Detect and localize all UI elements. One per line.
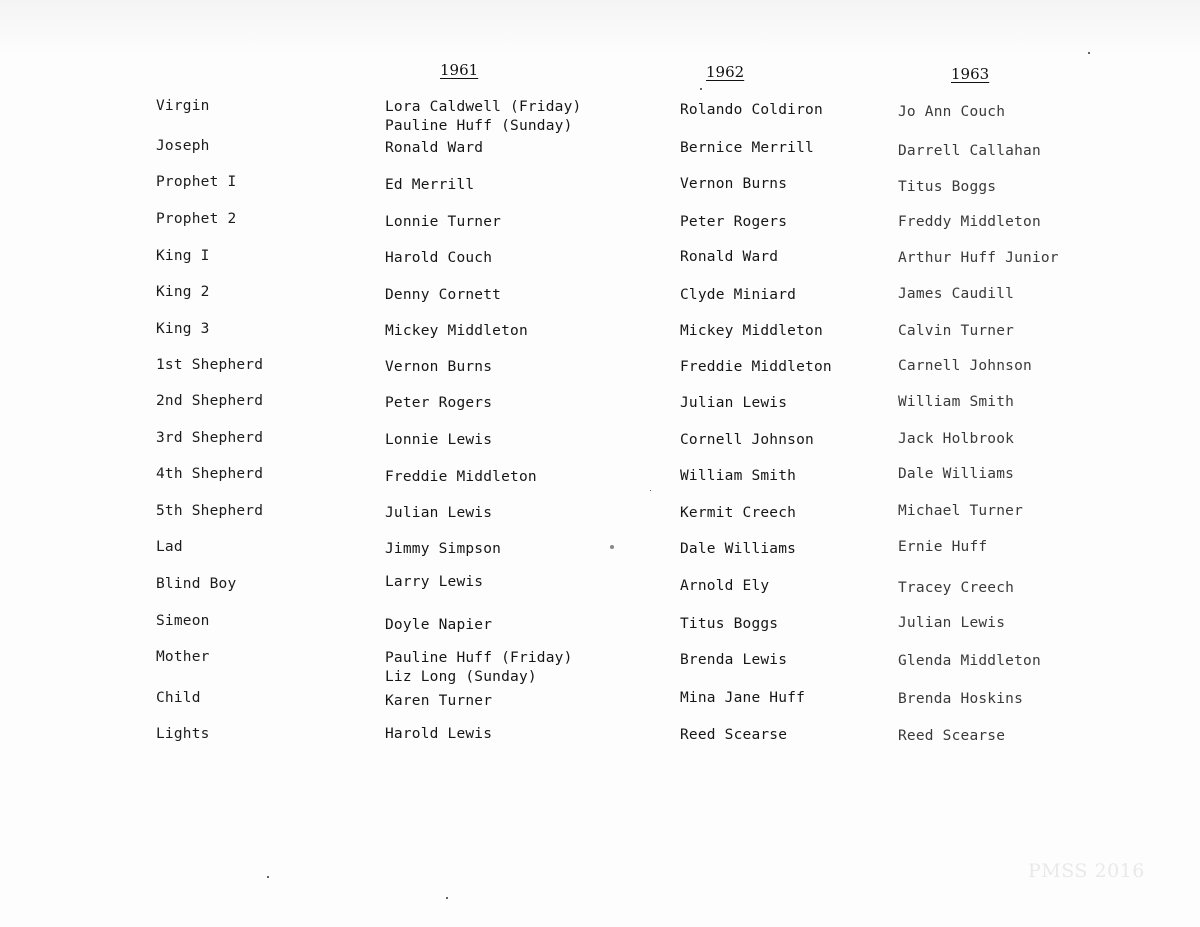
role-label: Blind Boy: [156, 576, 237, 592]
cast-1962: Mickey Middleton: [680, 323, 823, 339]
cast-name: Lonnie Turner: [385, 214, 502, 230]
scan-speck: [700, 88, 702, 90]
cast-1962: Reed Scearse: [680, 727, 788, 743]
table-row: [0, 137, 1200, 171]
cast-1962: Titus Boggs: [680, 616, 779, 632]
table-row: [0, 356, 1200, 390]
cast-name: Harold Couch: [385, 250, 493, 266]
year-heading-1962: 1962: [706, 63, 745, 81]
cast-1963: Glenda Middleton: [898, 653, 1041, 669]
table-row: [0, 173, 1200, 207]
role-label: Joseph: [156, 138, 210, 154]
cast-1962: Kermit Creech: [680, 505, 797, 521]
cast-1962: William Smith: [680, 468, 797, 484]
table-row: [0, 538, 1200, 572]
role-label: Lad: [156, 539, 183, 555]
cast-name: Julian Lewis: [385, 505, 493, 521]
cast-name: Lonnie Lewis: [385, 432, 493, 448]
cast-1962: Mina Jane Huff: [680, 690, 806, 706]
role-label: 1st Shepherd: [156, 357, 264, 373]
cast-1961: [385, 616, 492, 635]
cast-name: Lora Caldwell (Friday): [385, 99, 582, 115]
cast-1963: Dale Williams: [898, 466, 1015, 482]
table-row: [0, 97, 1200, 134]
role-label: King I: [156, 248, 210, 264]
cast-1963: Titus Boggs: [898, 179, 997, 195]
cast-1963: Darrell Callahan: [898, 143, 1041, 159]
cast-1961: [385, 176, 474, 195]
cast-1962: Freddie Middleton: [680, 359, 832, 375]
table-row: [0, 429, 1200, 463]
scan-speck: [650, 490, 651, 491]
role-label: 4th Shepherd: [156, 466, 264, 482]
cast-name: Karen Turner: [385, 693, 493, 709]
cast-1963: Jo Ann Couch: [898, 104, 1006, 120]
cast-name: Mickey Middleton: [385, 323, 528, 339]
cast-1962: Arnold Ely: [680, 578, 770, 594]
role-label: 5th Shepherd: [156, 503, 264, 519]
scan-speck: [267, 876, 269, 878]
table-row: [0, 247, 1200, 281]
cast-1963: William Smith: [898, 394, 1015, 410]
cast-1961: [385, 394, 492, 413]
cast-1963: Arthur Huff Junior: [898, 250, 1059, 266]
table-row: [0, 648, 1200, 685]
cast-1963: Brenda Hoskins: [898, 691, 1024, 707]
cast-name: Jimmy Simpson: [385, 541, 502, 557]
cast-1963: Ernie Huff: [898, 539, 988, 555]
cast-name: Harold Lewis: [385, 726, 493, 742]
role-label: Child: [156, 690, 201, 706]
table-row: [0, 725, 1200, 759]
cast-1963: Michael Turner: [898, 503, 1024, 519]
role-label: Prophet I: [156, 174, 237, 190]
cast-1963: Reed Scearse: [898, 728, 1006, 744]
cast-1961: [385, 98, 581, 136]
year-heading-1961: 1961: [440, 61, 479, 79]
cast-name: Vernon Burns: [385, 359, 493, 375]
cast-1962: Peter Rogers: [680, 214, 788, 230]
cast-1961: [385, 286, 501, 305]
cast-1962: Rolando Coldiron: [680, 102, 823, 118]
table-row: [0, 612, 1200, 646]
cast-1962: Clyde Miniard: [680, 287, 797, 303]
role-label: King 2: [156, 284, 210, 300]
cast-1963: Jack Holbrook: [898, 431, 1015, 447]
cast-1961: [385, 213, 501, 232]
cast-1961: [385, 322, 528, 341]
cast-1962: Vernon Burns: [680, 176, 788, 192]
cast-1962: Bernice Merrill: [680, 140, 814, 156]
cast-name: Larry Lewis: [385, 574, 484, 590]
table-row: [0, 320, 1200, 354]
role-label: Simeon: [156, 613, 210, 629]
cast-name: Ed Merrill: [385, 177, 475, 193]
table-row: [0, 465, 1200, 499]
role-label: Mother: [156, 649, 210, 665]
cast-1963: Julian Lewis: [898, 615, 1006, 631]
cast-1963: James Caudill: [898, 286, 1015, 302]
cast-1962: Julian Lewis: [680, 395, 788, 411]
year-heading-1963: 1963: [951, 65, 990, 83]
role-label: King 3: [156, 321, 210, 337]
scan-shading: [0, 0, 1200, 55]
cast-1961: [385, 540, 501, 559]
cast-1961: [385, 358, 492, 377]
cast-name: Liz Long (Sunday): [385, 669, 537, 685]
role-label: Lights: [156, 726, 210, 742]
table-row: [0, 502, 1200, 536]
cast-1962: Brenda Lewis: [680, 652, 788, 668]
cast-1961: [385, 504, 492, 523]
table-row: [0, 575, 1200, 609]
cast-1963: Freddy Middleton: [898, 214, 1041, 230]
watermark: PMSS 2016: [1028, 860, 1145, 882]
cast-name: Denny Cornett: [385, 287, 502, 303]
cast-1962: Cornell Johnson: [680, 432, 814, 448]
cast-1961: [385, 573, 483, 592]
cast-1961: [385, 649, 573, 687]
cast-1963: Tracey Creech: [898, 580, 1015, 596]
cast-name: Ronald Ward: [385, 140, 484, 156]
cast-name: Freddie Middleton: [385, 469, 537, 485]
scan-speck: [610, 545, 614, 549]
cast-1963: Carnell Johnson: [898, 358, 1032, 374]
cast-1962: Ronald Ward: [680, 249, 779, 265]
scan-speck: [446, 897, 448, 899]
table-row: [0, 283, 1200, 317]
role-label: 3rd Shepherd: [156, 430, 264, 446]
cast-1963: Calvin Turner: [898, 323, 1015, 339]
cast-name: Doyle Napier: [385, 617, 493, 633]
cast-name: Pauline Huff (Friday): [385, 650, 573, 666]
table-row: [0, 392, 1200, 426]
cast-name: Pauline Huff (Sunday): [385, 118, 573, 134]
cast-1961: [385, 692, 492, 711]
cast-1961: [385, 725, 492, 744]
cast-1961: [385, 249, 492, 268]
role-label: Virgin: [156, 98, 210, 114]
cast-1961: [385, 468, 537, 487]
cast-1961: [385, 139, 483, 158]
role-label: Prophet 2: [156, 211, 237, 227]
role-label: 2nd Shepherd: [156, 393, 264, 409]
scan-speck: [1088, 52, 1090, 54]
cast-1962: Dale Williams: [680, 541, 797, 557]
cast-1961: [385, 431, 492, 450]
table-row: [0, 689, 1200, 723]
table-row: [0, 210, 1200, 244]
cast-name: Peter Rogers: [385, 395, 493, 411]
